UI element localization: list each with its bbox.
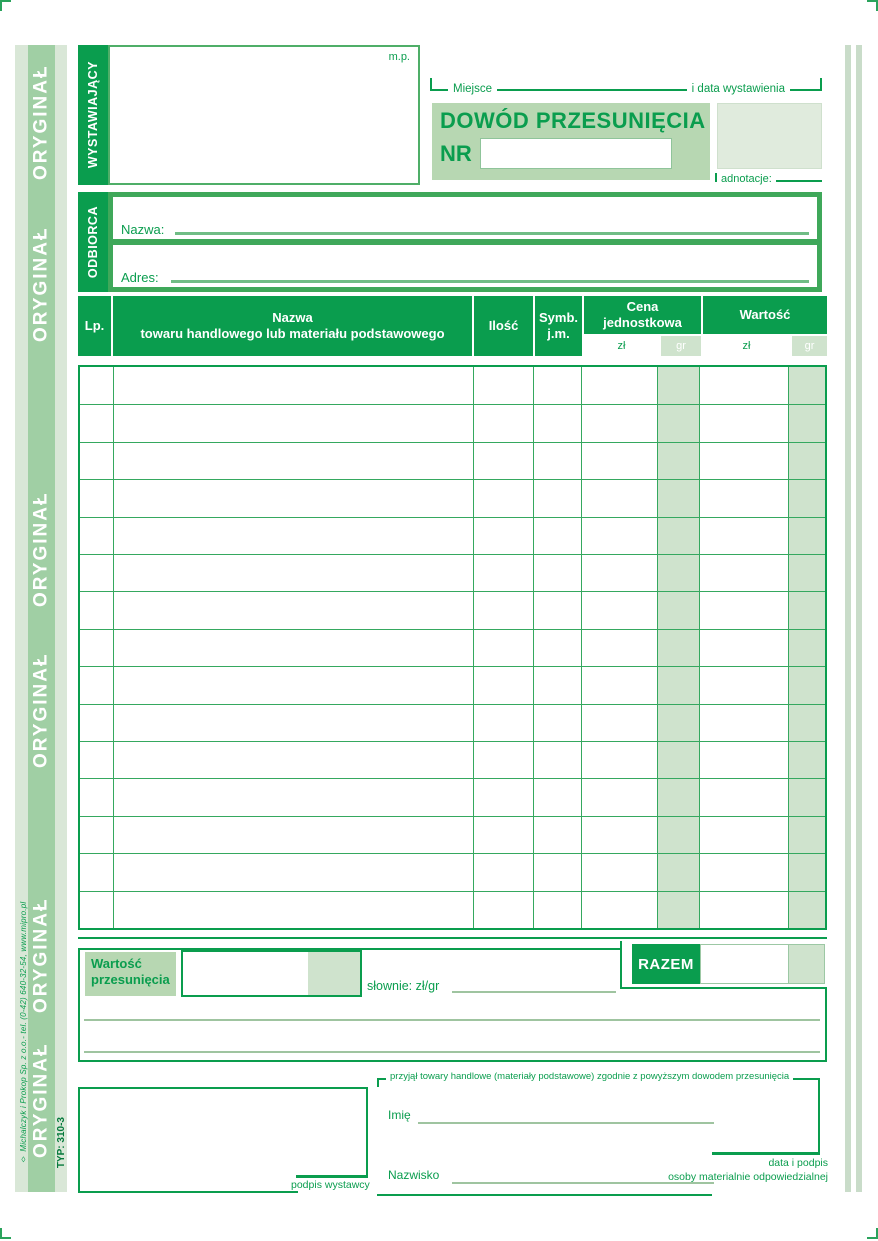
- cell-quantity[interactable]: [473, 892, 533, 928]
- total-label: RAZEM: [632, 944, 700, 984]
- cell-unit-price-gr[interactable]: [657, 555, 699, 591]
- cell-lp[interactable]: [80, 367, 113, 404]
- right-stripe: [856, 45, 862, 1192]
- cell-value-zl[interactable]: [699, 742, 788, 778]
- amount-in-words-label: słownie: zł/gr: [367, 979, 440, 993]
- table-row[interactable]: [80, 741, 825, 778]
- cell-unit[interactable]: [533, 405, 581, 441]
- place-label: Miejsce: [453, 83, 492, 95]
- cell-value-zl[interactable]: [699, 405, 788, 441]
- publisher-logo-icon: ◊: [19, 1154, 28, 1164]
- cell-unit-price-gr[interactable]: [657, 779, 699, 815]
- cell-unit[interactable]: [533, 667, 581, 703]
- cell-unit[interactable]: [533, 742, 581, 778]
- cell-value-gr[interactable]: [788, 630, 825, 666]
- cell-name[interactable]: [113, 817, 473, 853]
- cell-lp[interactable]: [80, 405, 113, 441]
- cell-unit-price-gr[interactable]: [657, 518, 699, 554]
- cell-lp[interactable]: [80, 518, 113, 554]
- cell-quantity[interactable]: [473, 367, 533, 404]
- table-row[interactable]: [80, 778, 825, 815]
- cell-unit-price-zl[interactable]: [581, 630, 657, 666]
- cell-name[interactable]: [113, 367, 473, 404]
- bracket-tick: [820, 78, 822, 91]
- cell-lp[interactable]: [80, 667, 113, 703]
- cell-lp[interactable]: [80, 630, 113, 666]
- cell-unit-price-gr[interactable]: [657, 817, 699, 853]
- cell-name[interactable]: [113, 779, 473, 815]
- cell-name[interactable]: [113, 480, 473, 516]
- cell-value-gr[interactable]: [788, 592, 825, 628]
- transfer-value-label: Wartość przesunięcia: [85, 952, 176, 996]
- cell-name[interactable]: [113, 518, 473, 554]
- cell-quantity[interactable]: [473, 555, 533, 591]
- table-row[interactable]: [80, 367, 825, 404]
- table-row[interactable]: [80, 853, 825, 890]
- copy-type-label: ORYGINAŁ: [30, 64, 52, 180]
- bracket-line: [432, 89, 448, 91]
- cell-lp[interactable]: [80, 705, 113, 741]
- date-label: i data wystawienia: [691, 83, 785, 95]
- cell-value-gr[interactable]: [788, 667, 825, 703]
- cell-unit-price-zl[interactable]: [581, 854, 657, 890]
- items-table-body: [78, 365, 827, 930]
- date-signature-label: data i podpis osoby materialnie odpowiedzialnej: [668, 1157, 828, 1183]
- place-date-field[interactable]: [430, 78, 822, 95]
- cell-name[interactable]: [113, 854, 473, 890]
- cell-unit[interactable]: [533, 892, 581, 928]
- cell-unit-price-gr[interactable]: [657, 667, 699, 703]
- cell-quantity[interactable]: [473, 705, 533, 741]
- cell-quantity[interactable]: [473, 518, 533, 554]
- date-signature-line[interactable]: [712, 1152, 820, 1155]
- bracket-line: [776, 180, 822, 182]
- issuer-signature-area[interactable]: [80, 1089, 364, 1189]
- amount-in-words-line[interactable]: [84, 1051, 820, 1053]
- subheader-zl: zł: [703, 336, 790, 356]
- transfer-value-gr[interactable]: [308, 952, 360, 995]
- cell-value-gr[interactable]: [788, 892, 825, 928]
- bracket-line: [497, 89, 687, 91]
- cell-unit-price-zl[interactable]: [581, 518, 657, 554]
- cell-value-zl[interactable]: [699, 480, 788, 516]
- cell-unit-price-zl[interactable]: [581, 817, 657, 853]
- issuer-stamp-area[interactable]: [108, 45, 420, 185]
- cell-value-zl[interactable]: [699, 518, 788, 554]
- cell-value-gr[interactable]: [788, 405, 825, 441]
- cell-value-gr[interactable]: [788, 817, 825, 853]
- cell-unit-price-gr[interactable]: [657, 592, 699, 628]
- cell-value-gr[interactable]: [788, 779, 825, 815]
- table-row[interactable]: [80, 554, 825, 591]
- transfer-value-zl[interactable]: [183, 952, 308, 995]
- cell-unit[interactable]: [533, 555, 581, 591]
- cell-unit[interactable]: [533, 592, 581, 628]
- cell-unit-price-zl[interactable]: [581, 892, 657, 928]
- cell-lp[interactable]: [80, 555, 113, 591]
- cell-unit-price-gr[interactable]: [657, 705, 699, 741]
- document-title: DOWÓD PRZESUNIĘCIA: [440, 108, 706, 133]
- cell-value-gr[interactable]: [788, 443, 825, 479]
- cell-value-gr[interactable]: [788, 480, 825, 516]
- cell-unit-price-gr[interactable]: [657, 742, 699, 778]
- cell-value-zl[interactable]: [699, 367, 788, 404]
- left-stripe-outer: [55, 45, 67, 1192]
- copy-type-label: ORYGINAŁ: [30, 226, 52, 342]
- table-row[interactable]: [80, 666, 825, 703]
- right-stripe: [845, 45, 851, 1192]
- cell-unit-price-zl[interactable]: [581, 405, 657, 441]
- cell-value-gr[interactable]: [788, 518, 825, 554]
- amount-in-words-line[interactable]: [452, 991, 616, 993]
- issuer-section-label: WYSTAWIAJĄCY: [78, 45, 108, 185]
- cell-unit-price-zl[interactable]: [581, 742, 657, 778]
- issuer-signature-box: [78, 1191, 298, 1193]
- cell-unit-price-zl[interactable]: [581, 443, 657, 479]
- cell-unit[interactable]: [533, 630, 581, 666]
- cell-lp[interactable]: [80, 480, 113, 516]
- cell-value-zl[interactable]: [699, 817, 788, 853]
- cell-unit-price-gr[interactable]: [657, 443, 699, 479]
- table-row[interactable]: [80, 404, 825, 441]
- cell-unit[interactable]: [533, 854, 581, 890]
- cell-lp[interactable]: [80, 779, 113, 815]
- number-input[interactable]: [480, 138, 672, 169]
- cell-unit[interactable]: [533, 367, 581, 404]
- cell-name[interactable]: [113, 630, 473, 666]
- cell-unit-price-zl[interactable]: [581, 779, 657, 815]
- cell-quantity[interactable]: [473, 817, 533, 853]
- copy-type-label: ORYGINAŁ: [30, 897, 52, 1013]
- cell-unit-price-zl[interactable]: [581, 705, 657, 741]
- issuer-signature-label: podpis wystawcy: [291, 1179, 370, 1191]
- cell-lp[interactable]: [80, 443, 113, 479]
- cell-lp[interactable]: [80, 817, 113, 853]
- table-row[interactable]: [80, 517, 825, 554]
- subheader-gr: gr: [661, 336, 701, 356]
- bracket-line: [790, 89, 820, 91]
- address-input-line[interactable]: [171, 280, 809, 283]
- issuer-signature-box: [366, 1087, 368, 1177]
- recipient-name-field[interactable]: [113, 197, 817, 239]
- summary-box-border: [78, 948, 80, 1062]
- cell-quantity[interactable]: [473, 405, 533, 441]
- summary-box-border: [825, 989, 827, 1062]
- cell-value-zl[interactable]: [699, 443, 788, 479]
- cell-quantity[interactable]: [473, 742, 533, 778]
- cell-name[interactable]: [113, 405, 473, 441]
- receipt-box-border: [377, 1078, 379, 1087]
- recipient-fields: [108, 192, 822, 292]
- recipient-section-label: ODBIORCA: [78, 192, 108, 292]
- recipient-address-field[interactable]: [113, 245, 817, 287]
- annotations-caption: [715, 172, 822, 185]
- cell-lp[interactable]: [80, 742, 113, 778]
- cell-value-zl[interactable]: [699, 630, 788, 666]
- cell-value-gr[interactable]: [788, 555, 825, 591]
- cell-value-gr[interactable]: [788, 854, 825, 890]
- cell-unit-price-zl[interactable]: [581, 480, 657, 516]
- left-stripe-band: [28, 45, 55, 1192]
- cell-unit-price-gr[interactable]: [657, 480, 699, 516]
- cell-unit-price-gr[interactable]: [657, 892, 699, 928]
- cell-unit[interactable]: [533, 817, 581, 853]
- cell-unit-price-zl[interactable]: [581, 592, 657, 628]
- cell-value-gr[interactable]: [788, 742, 825, 778]
- bracket-tick: [715, 173, 717, 182]
- col-header-unit: Symb. j.m.: [535, 296, 582, 356]
- document-title-box: [432, 103, 710, 180]
- form-type-label: TYP: 310-3: [56, 1117, 67, 1169]
- cell-unit[interactable]: [533, 480, 581, 516]
- name-label: Nazwa:: [121, 222, 165, 237]
- cell-value-gr[interactable]: [788, 367, 825, 404]
- cell-value-zl[interactable]: [699, 854, 788, 890]
- cell-value-zl[interactable]: [699, 892, 788, 928]
- publisher-credit: [15, 875, 28, 1191]
- transfer-value-input[interactable]: [181, 950, 362, 997]
- annotations-area[interactable]: [717, 103, 822, 169]
- col-header-value: Wartość zł gr: [703, 296, 827, 356]
- cell-lp[interactable]: [80, 892, 113, 928]
- receipt-statement: przyjął towary handlowe (materiały podstawowe) zgodnie z powyższym dowodem przesunięcia: [386, 1071, 793, 1082]
- summary-box-border: [78, 1060, 827, 1062]
- cell-value-gr[interactable]: [788, 705, 825, 741]
- copy-type-label: ORYGINAŁ: [30, 491, 52, 607]
- cell-name[interactable]: [113, 592, 473, 628]
- items-table-header: [78, 296, 827, 356]
- total-gr-cell[interactable]: [788, 944, 825, 984]
- cell-name[interactable]: [113, 705, 473, 741]
- amount-in-words-line[interactable]: [84, 1019, 820, 1021]
- cell-name[interactable]: [113, 667, 473, 703]
- total-row: [620, 941, 827, 989]
- table-row[interactable]: [80, 629, 825, 666]
- col-header-quantity: Ilość: [474, 296, 533, 356]
- cell-unit-price-zl[interactable]: [581, 555, 657, 591]
- cell-name[interactable]: [113, 742, 473, 778]
- cell-value-zl[interactable]: [699, 705, 788, 741]
- receipt-box-border: [818, 1078, 820, 1154]
- copy-type-label: ORYGINAŁ: [30, 652, 52, 768]
- cell-value-zl[interactable]: [699, 555, 788, 591]
- col-header-lp: Lp.: [78, 296, 111, 356]
- cell-unit-price-zl[interactable]: [581, 367, 657, 404]
- cell-quantity[interactable]: [473, 630, 533, 666]
- table-row[interactable]: [80, 704, 825, 741]
- stamp-abbr-label: m.p.: [388, 51, 410, 63]
- table-row[interactable]: [80, 891, 825, 928]
- col-header-unit-price: Cena jednostkowa zł gr: [584, 296, 701, 356]
- subheader-zl: zł: [584, 336, 659, 356]
- cell-unit-price-gr[interactable]: [657, 367, 699, 404]
- cell-unit-price-gr[interactable]: [657, 405, 699, 441]
- cell-lp[interactable]: [80, 854, 113, 890]
- receipt-box-border: [377, 1194, 712, 1196]
- first-name-label: Imię: [388, 1108, 411, 1122]
- cell-quantity[interactable]: [473, 667, 533, 703]
- publisher-credit-text: Michalczyk i Prokop Sp. z o.o.- tel. (0-42) 640-32-54, www.mipro.pl: [19, 902, 28, 1153]
- divider-line: [78, 937, 827, 939]
- cell-value-zl[interactable]: [699, 779, 788, 815]
- number-label: NR: [440, 140, 472, 166]
- first-name-line[interactable]: [418, 1122, 714, 1124]
- cell-quantity[interactable]: [473, 480, 533, 516]
- cell-unit[interactable]: [533, 705, 581, 741]
- cell-unit-price-zl[interactable]: [581, 667, 657, 703]
- cell-name[interactable]: [113, 443, 473, 479]
- cell-name[interactable]: [113, 555, 473, 591]
- total-zl-cell[interactable]: [700, 944, 788, 984]
- cell-name[interactable]: [113, 892, 473, 928]
- table-row[interactable]: [80, 591, 825, 628]
- annotations-label: adnotacje:: [721, 173, 772, 185]
- address-label: Adres:: [121, 270, 159, 285]
- last-name-label: Nazwisko: [388, 1168, 440, 1182]
- copy-type-label: ORYGINAŁ: [30, 1042, 52, 1158]
- table-row[interactable]: [80, 442, 825, 479]
- name-input-line[interactable]: [175, 232, 809, 235]
- cell-value-zl[interactable]: [699, 667, 788, 703]
- cell-value-zl[interactable]: [699, 592, 788, 628]
- cell-unit[interactable]: [533, 518, 581, 554]
- col-header-name: Nazwa towaru handlowego lub materiału podstawowego: [113, 296, 472, 356]
- cell-unit-price-gr[interactable]: [657, 630, 699, 666]
- table-row[interactable]: [80, 816, 825, 853]
- cell-quantity[interactable]: [473, 443, 533, 479]
- subheader-gr: gr: [792, 336, 827, 356]
- cell-quantity[interactable]: [473, 854, 533, 890]
- cell-unit[interactable]: [533, 443, 581, 479]
- table-row[interactable]: [80, 479, 825, 516]
- cell-unit-price-gr[interactable]: [657, 854, 699, 890]
- cell-unit[interactable]: [533, 779, 581, 815]
- cell-quantity[interactable]: [473, 592, 533, 628]
- cell-quantity[interactable]: [473, 779, 533, 815]
- cell-lp[interactable]: [80, 592, 113, 628]
